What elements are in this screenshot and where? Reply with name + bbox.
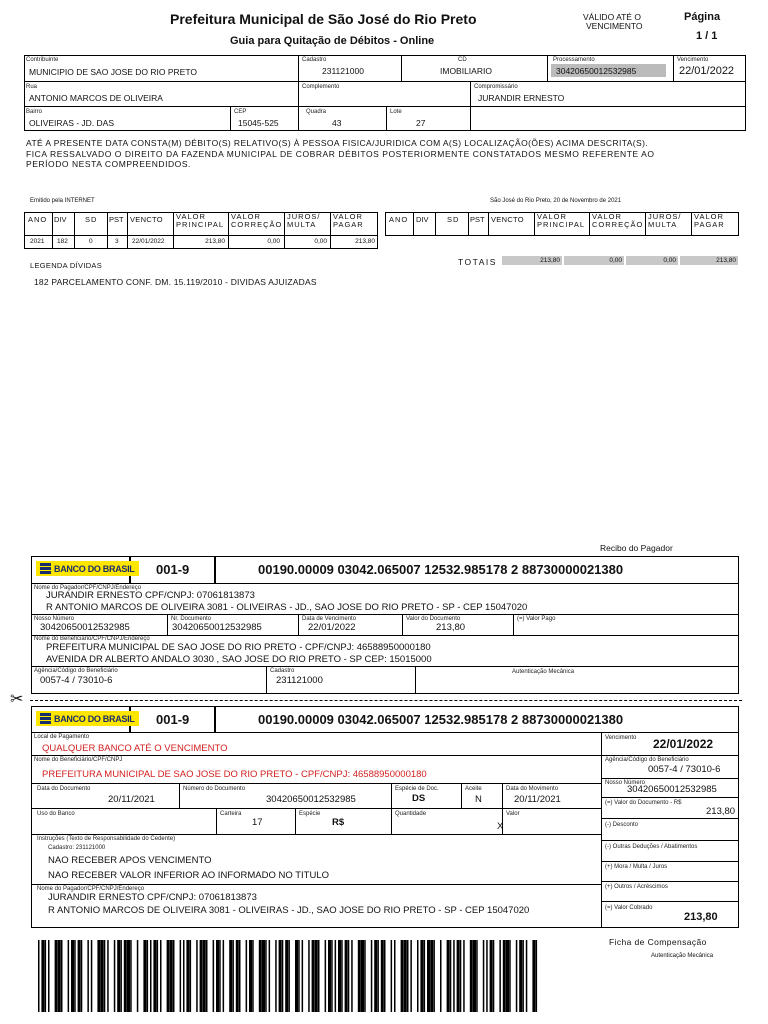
bairro-label: Bairro	[26, 109, 43, 115]
barcode-bar	[246, 940, 248, 1012]
ficha-beneficiario-label: Nome do Beneficiário/CPF/CNPJ	[34, 757, 123, 763]
barcode-bar	[269, 940, 271, 1012]
barcode-bar	[328, 940, 331, 1012]
barcode-bar	[473, 940, 476, 1012]
barcode-bar	[384, 940, 386, 1012]
barcode-bar	[279, 940, 282, 1012]
ficha-carteira: 17	[252, 817, 263, 828]
recibo-data-venc: 22/01/2022	[308, 622, 356, 633]
ficha-valor-doc: 213,80	[706, 806, 736, 817]
emitido-text: Emitido pela INTERNET	[30, 198, 95, 204]
vencimento-value: 22/01/2022	[679, 65, 735, 77]
barcode-bar	[433, 940, 435, 1012]
ficha-valor-doc-label: (=) Valor do Documento - R$	[605, 800, 682, 806]
barcode-bar	[410, 940, 412, 1012]
barcode-bar	[450, 940, 452, 1012]
page-value: 1 / 1	[696, 30, 718, 42]
recibo-bank-name: BANCO DO BRASIL	[54, 563, 135, 574]
ficha-especie-doc-label: Espécie de Doc.	[395, 786, 439, 792]
processamento-value: 30420650012532985	[556, 66, 637, 76]
barcode-bar	[460, 940, 462, 1012]
ficha-local-pag-label: Local de Pagamento	[34, 734, 90, 740]
barcode-bar	[348, 940, 350, 1012]
total-valor-pagar: 213,80	[680, 256, 738, 265]
barcode-bar	[506, 940, 509, 1012]
col-div: DIV	[54, 215, 67, 224]
valid-until-label: VÁLIDO ATÉ O	[583, 12, 641, 22]
barcode-bar	[351, 940, 353, 1012]
barcode-bar	[335, 940, 337, 1012]
col-ano: ANO	[28, 215, 48, 224]
page-label: Página	[684, 11, 721, 23]
ficha-valor-label: Valor	[506, 811, 520, 817]
barcode-bar	[117, 940, 120, 1012]
barcode-bar	[68, 940, 70, 1012]
barcode-bar	[180, 940, 182, 1012]
notice-line-2: FICA RESSALVADO O DIREITO DA FAZENDA MUNICIPAL DE COBRAR DÉBITOS POSTERIORMENTE CONSTATADOS MESMO REFERENTE AO	[26, 149, 655, 159]
ficha-instrucoes-cadastro: Cadastro: 231121000	[48, 845, 106, 851]
ficha-numero-doc: 30420650012532985	[266, 794, 356, 805]
barcode-bar	[206, 940, 208, 1012]
row-juros-multa: 0,00	[314, 238, 327, 245]
barcode-bar	[295, 940, 298, 1012]
barcode-bar	[190, 940, 192, 1012]
barcode-bar	[120, 940, 122, 1012]
barcode-bar	[229, 940, 232, 1012]
ficha-uso-banco-label: Uso do Banco	[37, 811, 75, 817]
ficha-linha-digitavel: 00190.00009 03042.065007 12532.985178 2 88730000021380	[258, 712, 624, 727]
barcode-bar	[249, 940, 252, 1012]
ficha-desconto-label: (-) Desconto	[605, 822, 639, 828]
barcode-bar	[232, 940, 234, 1012]
barcode-bar	[150, 940, 152, 1012]
recibo-data-venc-label: Data de Vencimento	[302, 616, 357, 622]
barcode-bar	[183, 940, 185, 1012]
processamento-label: Processamento	[553, 57, 595, 63]
barcode-bar	[219, 940, 221, 1012]
barcode-bar	[476, 940, 478, 1012]
barcode-bar	[216, 940, 219, 1012]
notice-line-3: PERÍODO NESTA COMPREENDIDOS.	[26, 159, 191, 169]
col-vencto: VENCTO	[130, 215, 163, 224]
barcode-bar	[440, 940, 442, 1012]
notice-line-1: ATÉ A PRESENTE DATA CONSTA(M) DÉBITO(S) RELATIVO(S) À PESSOA FISICA/JURIDICA COM A(S) LOCALIZAÇÃO(ÕES) ACIMA DESCRITA(S).	[26, 138, 649, 148]
total-valor-correcao: 0,00	[564, 256, 624, 265]
ficha-outras-deducoes-label: (-) Outras Deduções / Abatimentos	[605, 844, 698, 850]
recibo-nosso-numero-label: Nosso Número	[34, 616, 75, 622]
row-vencto: 22/01/2022	[132, 238, 165, 245]
barcode-bar	[153, 940, 156, 1012]
ficha-local-pag: QUALQUER BANCO ATÉ O VENCIMENTO	[42, 743, 228, 754]
rua-label: Rua	[26, 84, 38, 90]
row-pst: 3	[115, 238, 119, 245]
ficha-quantidade-label: Quantidade	[395, 811, 427, 817]
recibo-title: Recibo do Pagador	[600, 543, 673, 553]
barcode-bar	[381, 940, 384, 1012]
barcode-bar	[170, 940, 173, 1012]
recibo-nosso-numero: 30420650012532985	[40, 622, 130, 633]
cadastro-value: 231121000	[322, 66, 364, 76]
col2-valor-pagar: VALOR PAGAR	[694, 212, 725, 229]
barcode-bar	[486, 940, 488, 1012]
barcode-bar	[160, 940, 162, 1012]
ficha-instrucoes-label: Instruções (Texto de Responsabilidade do Cedente)	[37, 836, 176, 842]
legenda-title: LEGENDA DÍVIDAS	[30, 261, 103, 270]
lote-value: 27	[416, 118, 426, 128]
cd-value: IMOBILIARIO	[440, 66, 492, 76]
barcode-bar	[45, 940, 47, 1012]
recibo-agencia-label: Agência/Código do Beneficiário	[34, 668, 118, 674]
barcode-bar	[371, 940, 373, 1012]
recibo-pagador-nome: JURANDIR ERNESTO CPF/CNPJ: 07061813873	[46, 590, 255, 601]
row-valor-correcao: 0,00	[267, 238, 280, 245]
recibo-autenticacao: Autenticação Mecânica	[512, 669, 575, 675]
barcode-bar	[420, 940, 423, 1012]
cep-value: 15045-525	[238, 118, 279, 128]
col-valor-correcao: VALOR CORREÇÃO	[231, 212, 283, 229]
page-title: Prefeitura Municipal de São José do Rio Preto	[170, 11, 477, 27]
ficha-agencia-label: Agência/Código do Beneficiário	[605, 757, 689, 763]
barcode-bar	[104, 940, 106, 1012]
barcode-bar	[137, 940, 139, 1012]
ficha-aceite-label: Aceite	[465, 786, 482, 792]
barcode-bar	[101, 940, 104, 1012]
recibo-beneficiario-label: Nome do Beneficiário/CPF/CNPJ/Endereço	[34, 636, 150, 642]
barcode-bar	[361, 940, 364, 1012]
ficha-data-doc: 20/11/2021	[108, 794, 155, 805]
col2-valor-principal: VALOR PRINCIPAL	[537, 212, 586, 229]
scissors-icon: ✂	[10, 691, 24, 708]
col-valor-pagar: VALOR PAGAR	[333, 212, 364, 229]
col-juros-multa: JUROS/ MULTA	[287, 212, 321, 229]
ficha-autenticacao: Autenticação Mecânica	[651, 953, 714, 959]
quadra-value: 43	[332, 118, 342, 128]
barcode-bar	[107, 940, 109, 1012]
ficha-instrucao-1: NAO RECEBER APOS VENCIMENTO	[48, 855, 212, 866]
ficha-pagador-end: R ANTONIO MARCOS DE OLIVEIRA 3081 - OLIVEIRAS - JD., SAO JOSE DO RIO PRETO - SP - CEP 15047020	[48, 905, 530, 916]
barcode-bar	[427, 940, 430, 1012]
barcode-bar	[173, 940, 175, 1012]
row-ano: 2021	[30, 238, 45, 245]
barcode-bar	[186, 940, 189, 1012]
barcode-bar	[407, 940, 409, 1012]
local-data-text: São José do Rio Preto, 20 de Novembro de 2021	[490, 198, 622, 204]
recibo-pagador-end: R ANTONIO MARCOS DE OLIVEIRA 3081 - OLIVEIRAS - JD., SAO JOSE DO RIO PRETO - SP - CEP 15047020	[46, 602, 528, 613]
barcode-bar	[394, 940, 396, 1012]
bb-logo-icon	[40, 563, 51, 574]
barcode-bar	[391, 940, 393, 1012]
barcode-bar	[536, 940, 538, 1012]
recibo-cadastro: 231121000	[276, 675, 323, 686]
barcode-bar	[200, 940, 203, 1012]
bairro-value: OLIVEIRAS - JD. DAS	[29, 118, 115, 128]
col2-sd: SD	[447, 215, 460, 224]
ficha-vencimento: 22/01/2022	[653, 737, 714, 751]
barcode-bar	[315, 940, 318, 1012]
ficha-bank-logo	[36, 711, 139, 726]
barcode-bar	[262, 940, 265, 1012]
ficha-outros-acresc-label: (+) Outros / Acréscimos	[605, 884, 668, 890]
barcode-bar	[288, 940, 290, 1012]
barcode-bar	[341, 940, 343, 1012]
ficha-valor-cobrado-label: (=) Valor Cobrado	[605, 905, 653, 911]
barcode-bar	[196, 940, 198, 1012]
ficha-pagador-label: Nome do Pagador/CPF/CNPJ/Endereço	[37, 886, 145, 892]
row-sd: 0	[89, 238, 93, 245]
barcode-bar	[401, 940, 404, 1012]
barcode-bar	[453, 940, 455, 1012]
barcode-bar	[424, 940, 426, 1012]
barcode-bar	[41, 940, 44, 1012]
ficha-especie-doc: DS	[412, 793, 426, 804]
ficha-numero-doc-label: Número do Documento	[183, 786, 246, 792]
complemento-label: Complemento	[302, 84, 340, 90]
barcode-bar	[302, 940, 304, 1012]
barcode-bar	[275, 940, 277, 1012]
barcode-bar	[503, 940, 506, 1012]
recibo-bank-logo	[36, 561, 139, 576]
barcode-bar	[532, 940, 535, 1012]
barcode-bar	[71, 940, 74, 1012]
col2-juros-multa: JUROS/ MULTA	[648, 212, 682, 229]
barcode-bar	[358, 940, 361, 1012]
ficha-valor-cobrado: 213,80	[684, 911, 718, 923]
barcode-bar	[470, 940, 473, 1012]
valid-until-label-2: VENCIMENTO	[586, 21, 643, 31]
barcode-bar	[463, 940, 465, 1012]
barcode-bar	[364, 940, 366, 1012]
barcode-bar	[447, 940, 450, 1012]
recibo-nr-documento-label: Nr. Documento	[171, 616, 212, 622]
ficha-instrucao-2: NAO RECEBER VALOR INFERIOR AO INFORMADO NO TITULO	[48, 870, 329, 881]
contribuinte-label: Contribuinte	[26, 57, 59, 63]
barcode-bar	[404, 940, 407, 1012]
vencimento-label: Vencimento	[677, 57, 709, 63]
barcode-bar	[312, 940, 315, 1012]
barcode-bar	[338, 940, 341, 1012]
barcode-bar	[457, 940, 460, 1012]
ficha-beneficiario: PREFEITURA MUNICIPAL DE SAO JOSE DO RIO PRETO - CPF/CNPJ: 46588950000180	[42, 769, 427, 780]
compromissario-label: Compromissário	[474, 84, 518, 90]
col-sd: SD	[85, 215, 98, 224]
recibo-valor-pago-label: (=) Valor Pago	[517, 616, 556, 622]
barcode-bar	[298, 940, 300, 1012]
barcode-bar	[58, 940, 61, 1012]
barcode-bar	[417, 940, 419, 1012]
barcode-bar	[91, 940, 93, 1012]
ficha-valor-x: X	[497, 821, 504, 832]
ficha-especie: R$	[332, 817, 345, 828]
barcode-bar	[285, 940, 288, 1012]
lote-label: Lote	[390, 109, 402, 115]
barcode-bar	[519, 940, 522, 1012]
legenda-item: 182 PARCELAMENTO CONF. DM. 15.119/2010 - DIVIDAS AJUIZADAS	[34, 277, 317, 287]
barcode-bar	[130, 940, 132, 1012]
ficha-data-mov: 20/11/2021	[514, 794, 561, 805]
col-pst: PST	[109, 215, 124, 224]
recibo-pagador-label: Nome do Pagador/CPF/CNPJ/Endereço	[34, 585, 142, 591]
barcode-bar	[325, 940, 327, 1012]
barcode-bar	[282, 940, 284, 1012]
bb-logo-icon	[40, 713, 51, 724]
barcode-bar	[223, 940, 225, 1012]
barcode-bar	[239, 940, 241, 1012]
cd-label: CD	[458, 57, 467, 63]
ficha-mora-label: (+) Mora / Multa / Juros	[605, 864, 668, 870]
barcode-bar	[265, 940, 267, 1012]
barcode-bar	[516, 940, 518, 1012]
barcode-bar	[124, 940, 127, 1012]
ficha-agencia: 0057-4 / 73010-6	[648, 764, 721, 775]
col2-vencto: VENCTO	[491, 215, 524, 224]
barcode-bar	[308, 940, 310, 1012]
ficha-nosso-numero-label: Nosso Número	[605, 780, 646, 786]
recibo-beneficiario-nome: PREFEITURA MUNICIPAL DE SAO JOSE DO RIO PRETO - CPF/CNPJ: 46588950000180	[46, 642, 431, 653]
ficha-bank-code: 001-9	[156, 712, 190, 727]
col2-ano: ANO	[389, 215, 409, 224]
barcode-bar	[499, 940, 501, 1012]
ficha-aceite: N	[475, 794, 482, 805]
ficha-data-mov-label: Data do Movimento	[506, 786, 559, 792]
col2-valor-correcao: VALOR CORREÇÃO	[592, 212, 644, 229]
barcode-bar	[157, 940, 159, 1012]
barcode-bar	[252, 940, 254, 1012]
barcode-bar	[490, 940, 493, 1012]
quadra-label: Quadra	[306, 109, 327, 115]
barcode-bar	[318, 940, 320, 1012]
barcode-bar	[74, 940, 76, 1012]
cut-line	[30, 700, 742, 701]
barcode-bar	[61, 940, 63, 1012]
barcode-bar	[483, 940, 485, 1012]
row-div: 182	[57, 238, 68, 245]
barcode-bar	[493, 940, 495, 1012]
barcode-bar	[377, 940, 379, 1012]
compromissario-value: JURANDIR ERNESTO	[478, 93, 565, 103]
ficha-carteira-label: Carteira	[220, 811, 242, 817]
recibo-beneficiario-end: AVENIDA DR ALBERTO ANDALO 3030 , SAO JOSE DO RIO PRETO - SP CEP: 15015000	[46, 654, 432, 665]
barcode-bar	[81, 940, 83, 1012]
barcode-bar	[78, 940, 81, 1012]
barcode-bar	[167, 940, 170, 1012]
recibo-bank-code: 001-9	[156, 562, 190, 577]
barcode-bar	[114, 940, 116, 1012]
barcode-bar	[143, 940, 146, 1012]
recibo-valor-doc: 213,80	[436, 622, 466, 633]
ficha-nosso-numero: 30420650012532985	[627, 784, 717, 795]
col2-pst: PST	[470, 215, 485, 224]
barcode-bar	[345, 940, 348, 1012]
ficha-data-doc-label: Data do Documento	[37, 786, 91, 792]
barcode-bar	[213, 940, 215, 1012]
barcode-bar	[374, 940, 377, 1012]
recibo-cadastro-label: Cadastro	[270, 668, 295, 674]
ficha-pagador-nome: JURANDIR ERNESTO CPF/CNPJ: 07061813873	[48, 892, 257, 903]
recibo-linha-digitavel: 00190.00009 03042.065007 12532.985178 2 88730000021380	[258, 562, 624, 577]
barcode	[38, 940, 538, 1012]
barcode-bar	[87, 940, 89, 1012]
barcode-bar	[259, 940, 262, 1012]
barcode-bar	[430, 940, 433, 1012]
barcode-bar	[236, 940, 239, 1012]
barcode-bar	[331, 940, 333, 1012]
ficha-especie-label: Espécie	[299, 811, 321, 817]
barcode-bar	[38, 940, 40, 1012]
ficha-title: Ficha de Compensação	[609, 937, 707, 947]
barcode-bar	[522, 940, 524, 1012]
barcode-bar	[97, 940, 100, 1012]
row-valor-principal: 213,80	[205, 238, 225, 245]
row-valor-pagar: 213,80	[355, 238, 375, 245]
col2-div: DIV	[416, 215, 429, 224]
ficha-vencimento-label: Vencimento	[605, 735, 637, 741]
barcode-bar	[526, 940, 528, 1012]
ficha-bank-name: BANCO DO BRASIL	[54, 713, 135, 724]
page-subtitle: Guia para Quitação de Débitos - Online	[230, 35, 435, 47]
total-valor-principal: 213,80	[502, 256, 562, 265]
cep-label: CEP	[234, 109, 247, 115]
barcode-bar	[48, 940, 50, 1012]
recibo-agencia: 0057-4 / 73010-6	[40, 675, 113, 686]
barcode-bar	[127, 940, 130, 1012]
total-juros-multa: 0,00	[626, 256, 678, 265]
col-valor-principal: VALOR PRINCIPAL	[176, 212, 225, 229]
contribuinte-value: MUNICIPIO DE SAO JOSE DO RIO PRETO	[29, 67, 197, 77]
barcode-bar	[203, 940, 206, 1012]
rua-value: ANTONIO MARCOS DE OLIVEIRA	[29, 93, 163, 103]
barcode-bar	[509, 940, 511, 1012]
barcode-bar	[147, 940, 149, 1012]
recibo-nr-documento: 30420650012532985	[172, 622, 262, 633]
cadastro-label: Cadastro	[302, 57, 327, 63]
recibo-valor-doc-label: Valor do Documento	[406, 616, 461, 622]
totais-label: TOTAIS	[458, 257, 497, 267]
barcode-bar	[55, 940, 58, 1012]
